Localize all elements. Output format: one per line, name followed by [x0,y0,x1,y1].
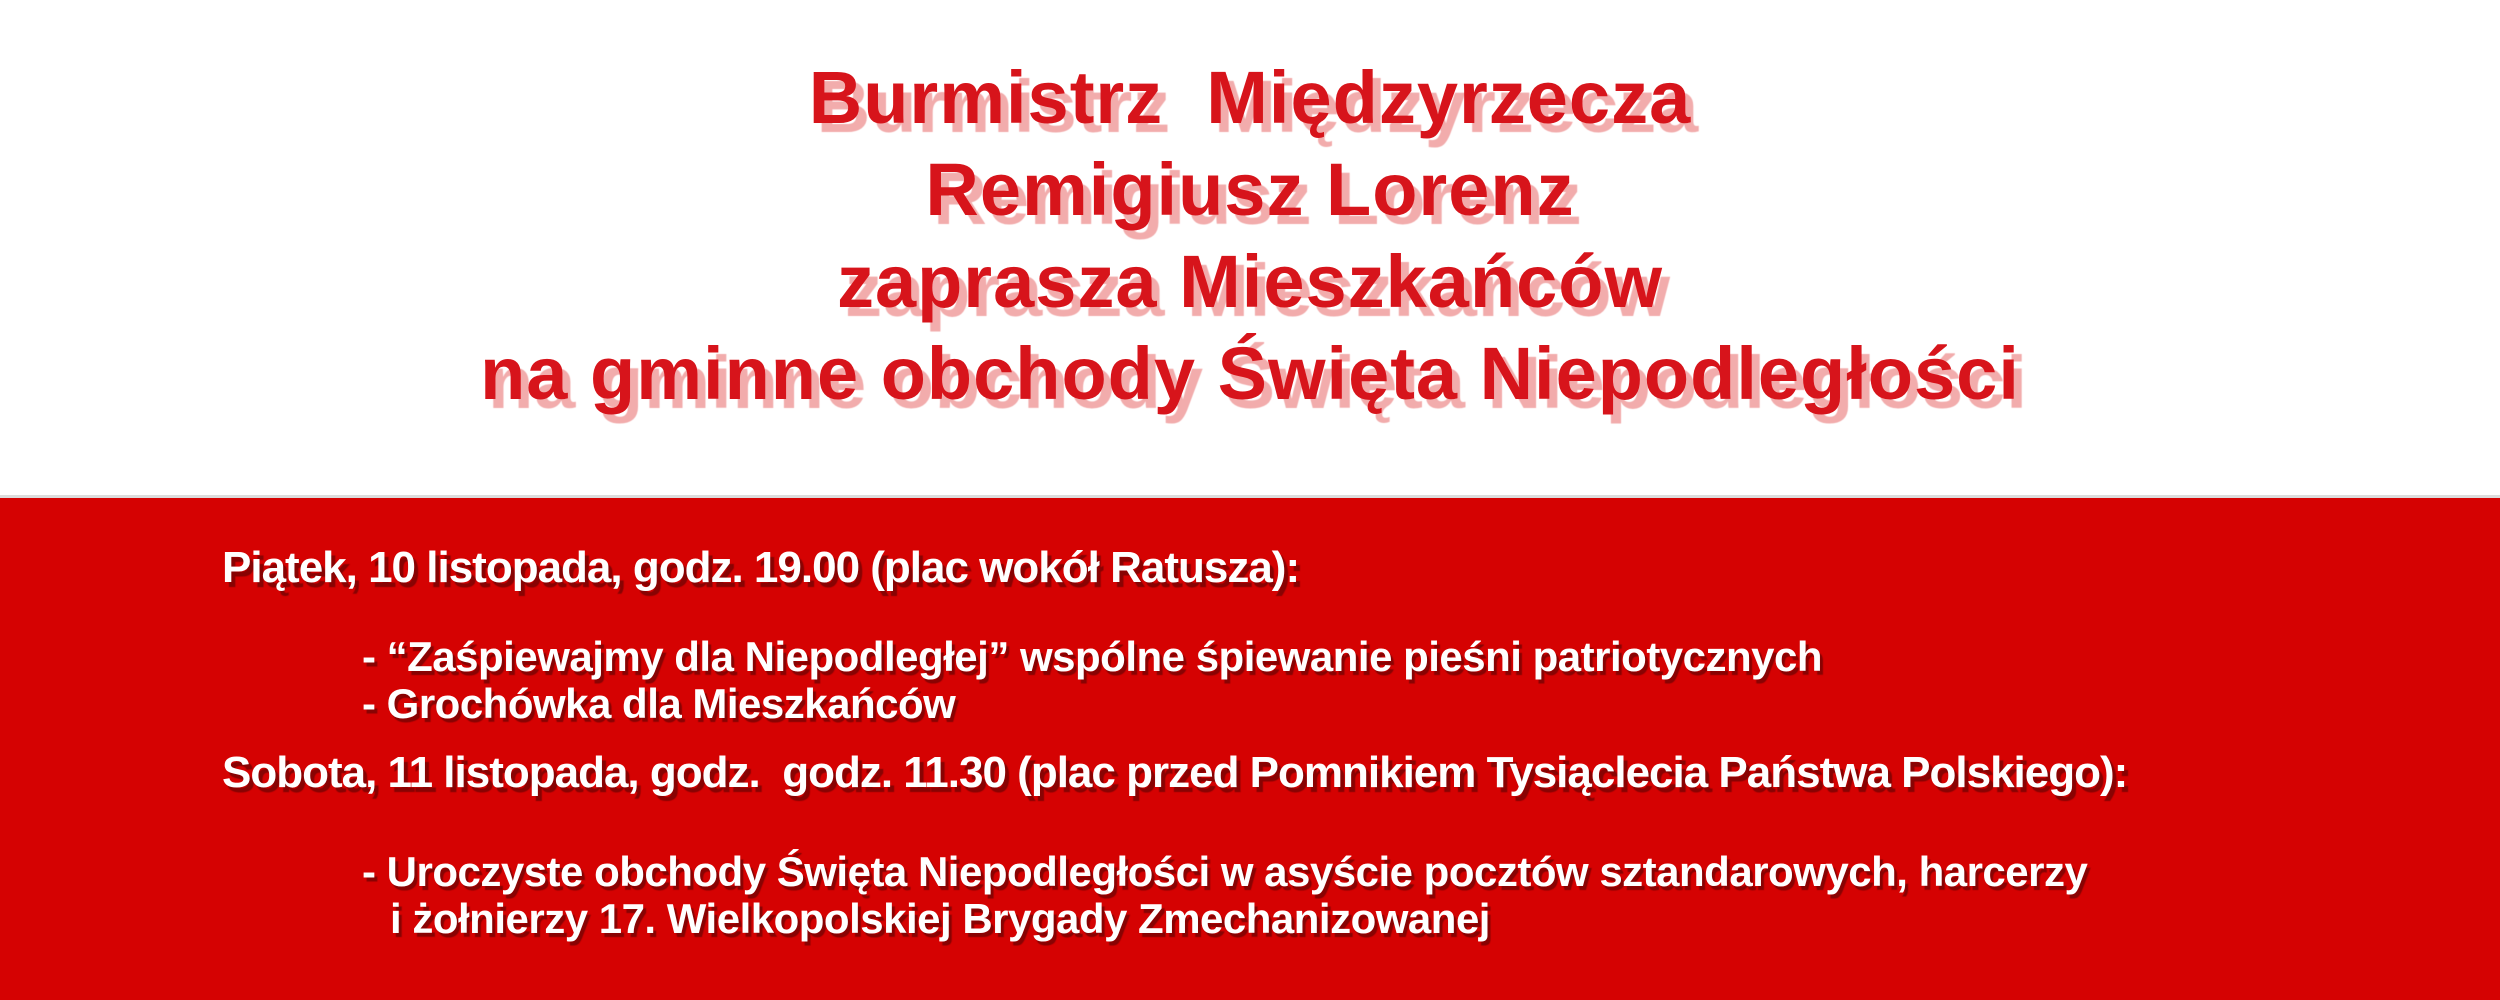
event-saturday-items [222,848,2460,942]
title-line-4: na gminne obchody Święta Niepodległości [480,332,2020,415]
event-saturday-heading: Sobota, 11 listopada, godz. godz. 11.30 (plac przed Pomnikiem Tysiąclecia Państwa Polskiego): [222,748,2128,797]
event-friday-heading: Piątek, 10 listopada, godz. 19.00 (plac wokół Ratusza): [222,543,1300,592]
event-friday-item-1: - “Zaśpiewajmy dla Niepodległej” wspólne śpiewanie pieśni patriotycznych [362,633,1823,680]
schedule-section [0,498,2500,1000]
header-section [0,0,2500,495]
title-line-2: Remigiusz Lorenz [925,148,1575,231]
event-friday-item-2: - Grochówka dla Mieszkańców [362,680,956,727]
event-friday-items [222,633,2460,727]
event-friday [222,539,2460,727]
title-line-3: zaprasza Mieszkańców [836,240,1664,323]
event-saturday-item-1: - Uroczyste obchody Święta Niepodległości w asyście pocztów sztandarowych, harcerzy [362,848,2088,895]
event-saturday-item-2: i żołnierzy 17. Wielkopolskiej Brygady Zmechanizowanej [390,895,1490,942]
event-saturday [222,744,2460,942]
title-line-1: Burmistrz Międzyrzecza [808,56,1692,139]
